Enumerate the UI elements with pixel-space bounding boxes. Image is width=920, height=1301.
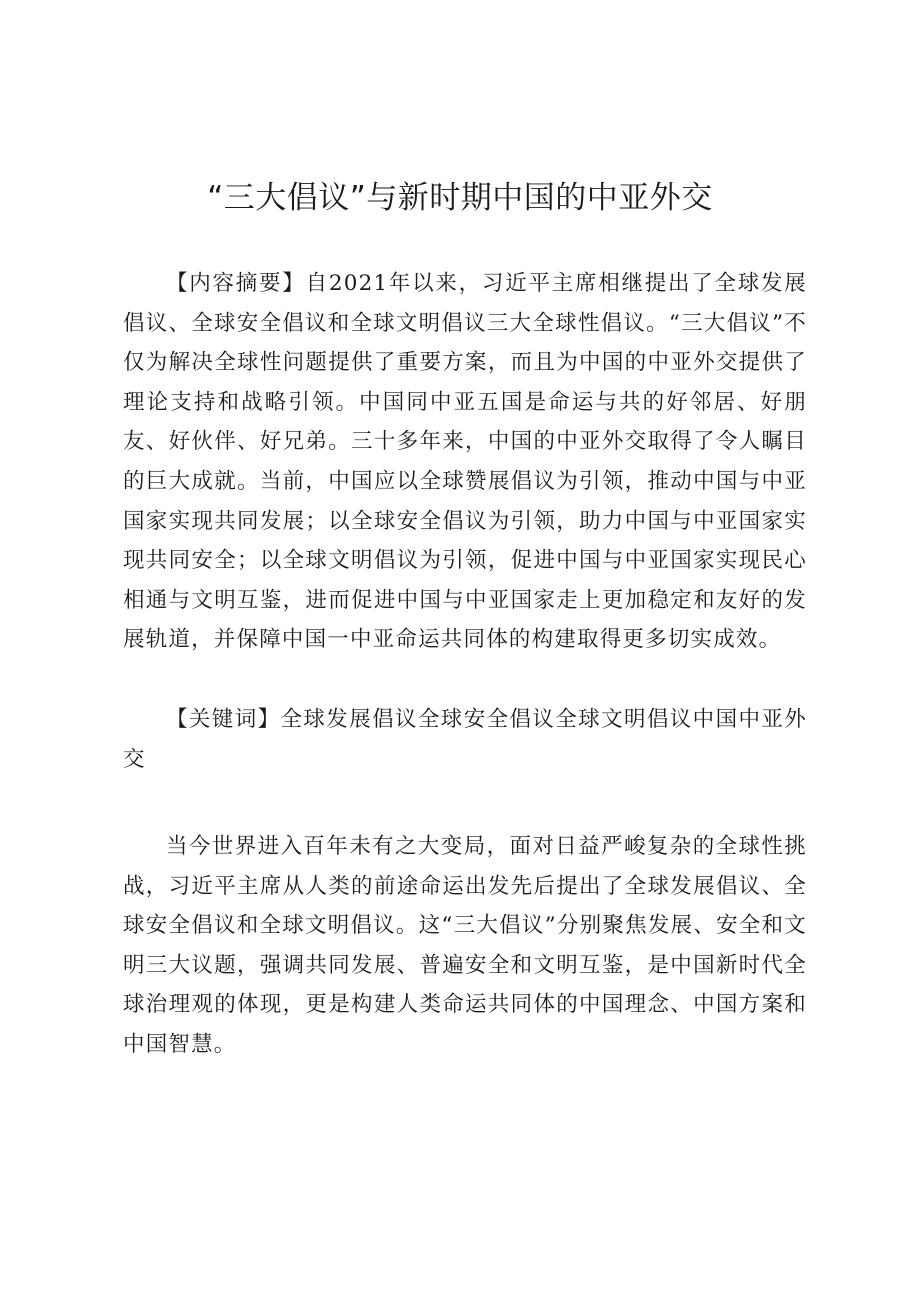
keywords-paragraph bbox=[123, 700, 807, 779]
abstract-text: 自2021年以来，习近平主席相继提出了全球发展倡议、全球安全倡议和全球文明倡议三大全球性倡议。“三大倡议”不仅为解决全球性问题提供了重要方案，而且为中国的中亚外交提供了理论支持和战略引领。中国同中亚五国是命运与共的好邻居、好朋友、好伙伴、好兄弟。三十多年来，中国的中亚外交取得了令人瞩目的巨大成就。当前，中国应以全球赞展倡议为引领，推动中国与中亚国家实现共同发展；以全球安全倡议为引领，助力中国与中亚国家实现共同安全；以全球文明倡议为引领，促进中国与中亚国家实现民心相通与文明互鉴，进而促进中国与中亚国家走上更加稳定和友好的发展轨道，并保障中国一中亚命运共同体的构建取得更多切实成效。 bbox=[123, 271, 807, 653]
abstract-paragraph bbox=[123, 264, 807, 660]
keywords-label: 【关键词】 bbox=[166, 707, 281, 732]
intro-paragraph: 当今世界进入百年未有之大变局，面对日益严峻复杂的全球性挑战，习近平主席从人类的前途命运出发先后提出了全球发展倡议、全球安全倡议和全球文明倡议。这“三大倡议”分别聚焦发展、安全和文明三大议题，强调共同发展、普遍安全和文明互鉴，是中国新时代全球治理观的体现，更是构建人类命运共同体的中国理念、中国方案和中国智慧。 bbox=[123, 834, 807, 1057]
keywords-text: 全球发展倡议全球安全倡议全球文明倡议中国中亚外交 bbox=[123, 707, 807, 772]
abstract-label: 【内容摘要】 bbox=[166, 271, 306, 296]
document-title: “三大倡议”与新时期中国的中亚外交 bbox=[207, 180, 713, 216]
